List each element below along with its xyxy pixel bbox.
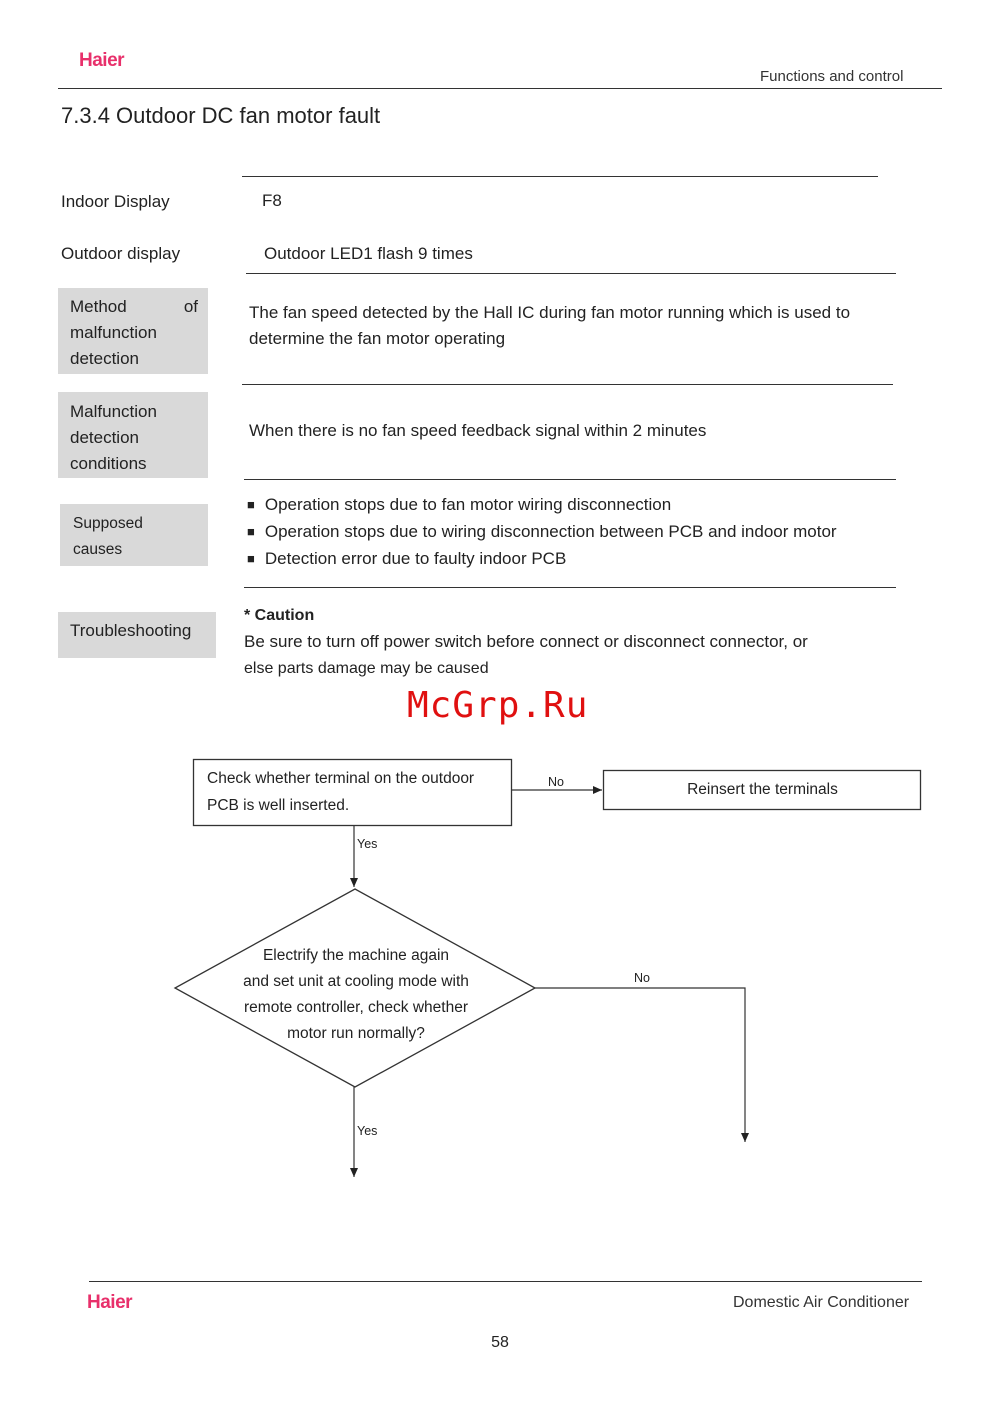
step1-yes-label: Yes [357,837,378,851]
outdoor-display-value: Outdoor LED1 flash 9 times [264,244,473,263]
indoor-display-value: F8 [262,191,282,210]
causes-label-line1: Supposed [73,515,143,532]
page-title: 7.3.4 Outdoor DC fan motor fault [61,103,381,128]
decision-line1: Electrify the machine again [262,947,450,964]
list-item: ■ Detection error due to faulty indoor PCB [247,546,837,573]
method-value: The fan speed detected by the Hall IC during fan motor running which is used to determine the fan motor operating [249,303,851,348]
outdoor-display-label: Outdoor display [61,244,181,263]
method-label-line1: Method [70,297,127,316]
method-label-line2: malfunction [70,323,157,342]
decision-no-label: No [634,971,650,985]
reinsert-label: Reinsert the terminals [687,781,838,798]
causes-label-line2: causes [73,541,123,558]
step1-no-label: No [548,775,564,789]
decision-line2: and set unit at cooling mode with [243,973,469,990]
decision-yes-label: Yes [357,1124,378,1138]
page-number: 58 [491,1334,509,1351]
decision-line4: motor run normally? [287,1025,425,1042]
list-item: ■ Operation stops due to wiring disconnection between PCB and indoor motor [247,519,837,546]
check-terminal-line2: PCB is well inserted. [207,797,350,814]
caution-title: * Caution [244,607,315,624]
header-section: Functions and control [760,68,904,85]
caution-text-2: else parts damage may be caused [244,660,489,677]
footer-logo: Haier [87,1292,133,1313]
header-logo: Haier [79,50,125,71]
decision-no-arrow [535,988,745,1142]
indoor-display-label: Indoor Display [61,192,170,211]
troubleshooting-label: Troubleshooting [70,621,192,640]
conditions-value: When there is no fan speed feedback signal within 2 minutes [249,421,707,440]
watermark: McGrp.Ru [407,685,589,726]
conditions-label-line3: conditions [70,454,147,473]
footer-product: Domestic Air Conditioner [733,1294,910,1311]
footer-rule [89,1281,922,1282]
method-label-line1-right: of [183,297,198,316]
decision-line3: remote controller, check whether [244,999,468,1016]
check-terminal-line1: Check whether terminal on the outdoor [207,770,475,787]
conditions-label-line1: Malfunction [70,402,157,421]
method-label-line3: detection [70,349,139,368]
list-item: ■ Operation stops due to fan motor wiring disconnection [247,492,837,519]
caution-text: Be sure to turn off power switch before connect or disconnect connector, or [244,632,808,651]
conditions-label-line2: detection [70,428,139,447]
